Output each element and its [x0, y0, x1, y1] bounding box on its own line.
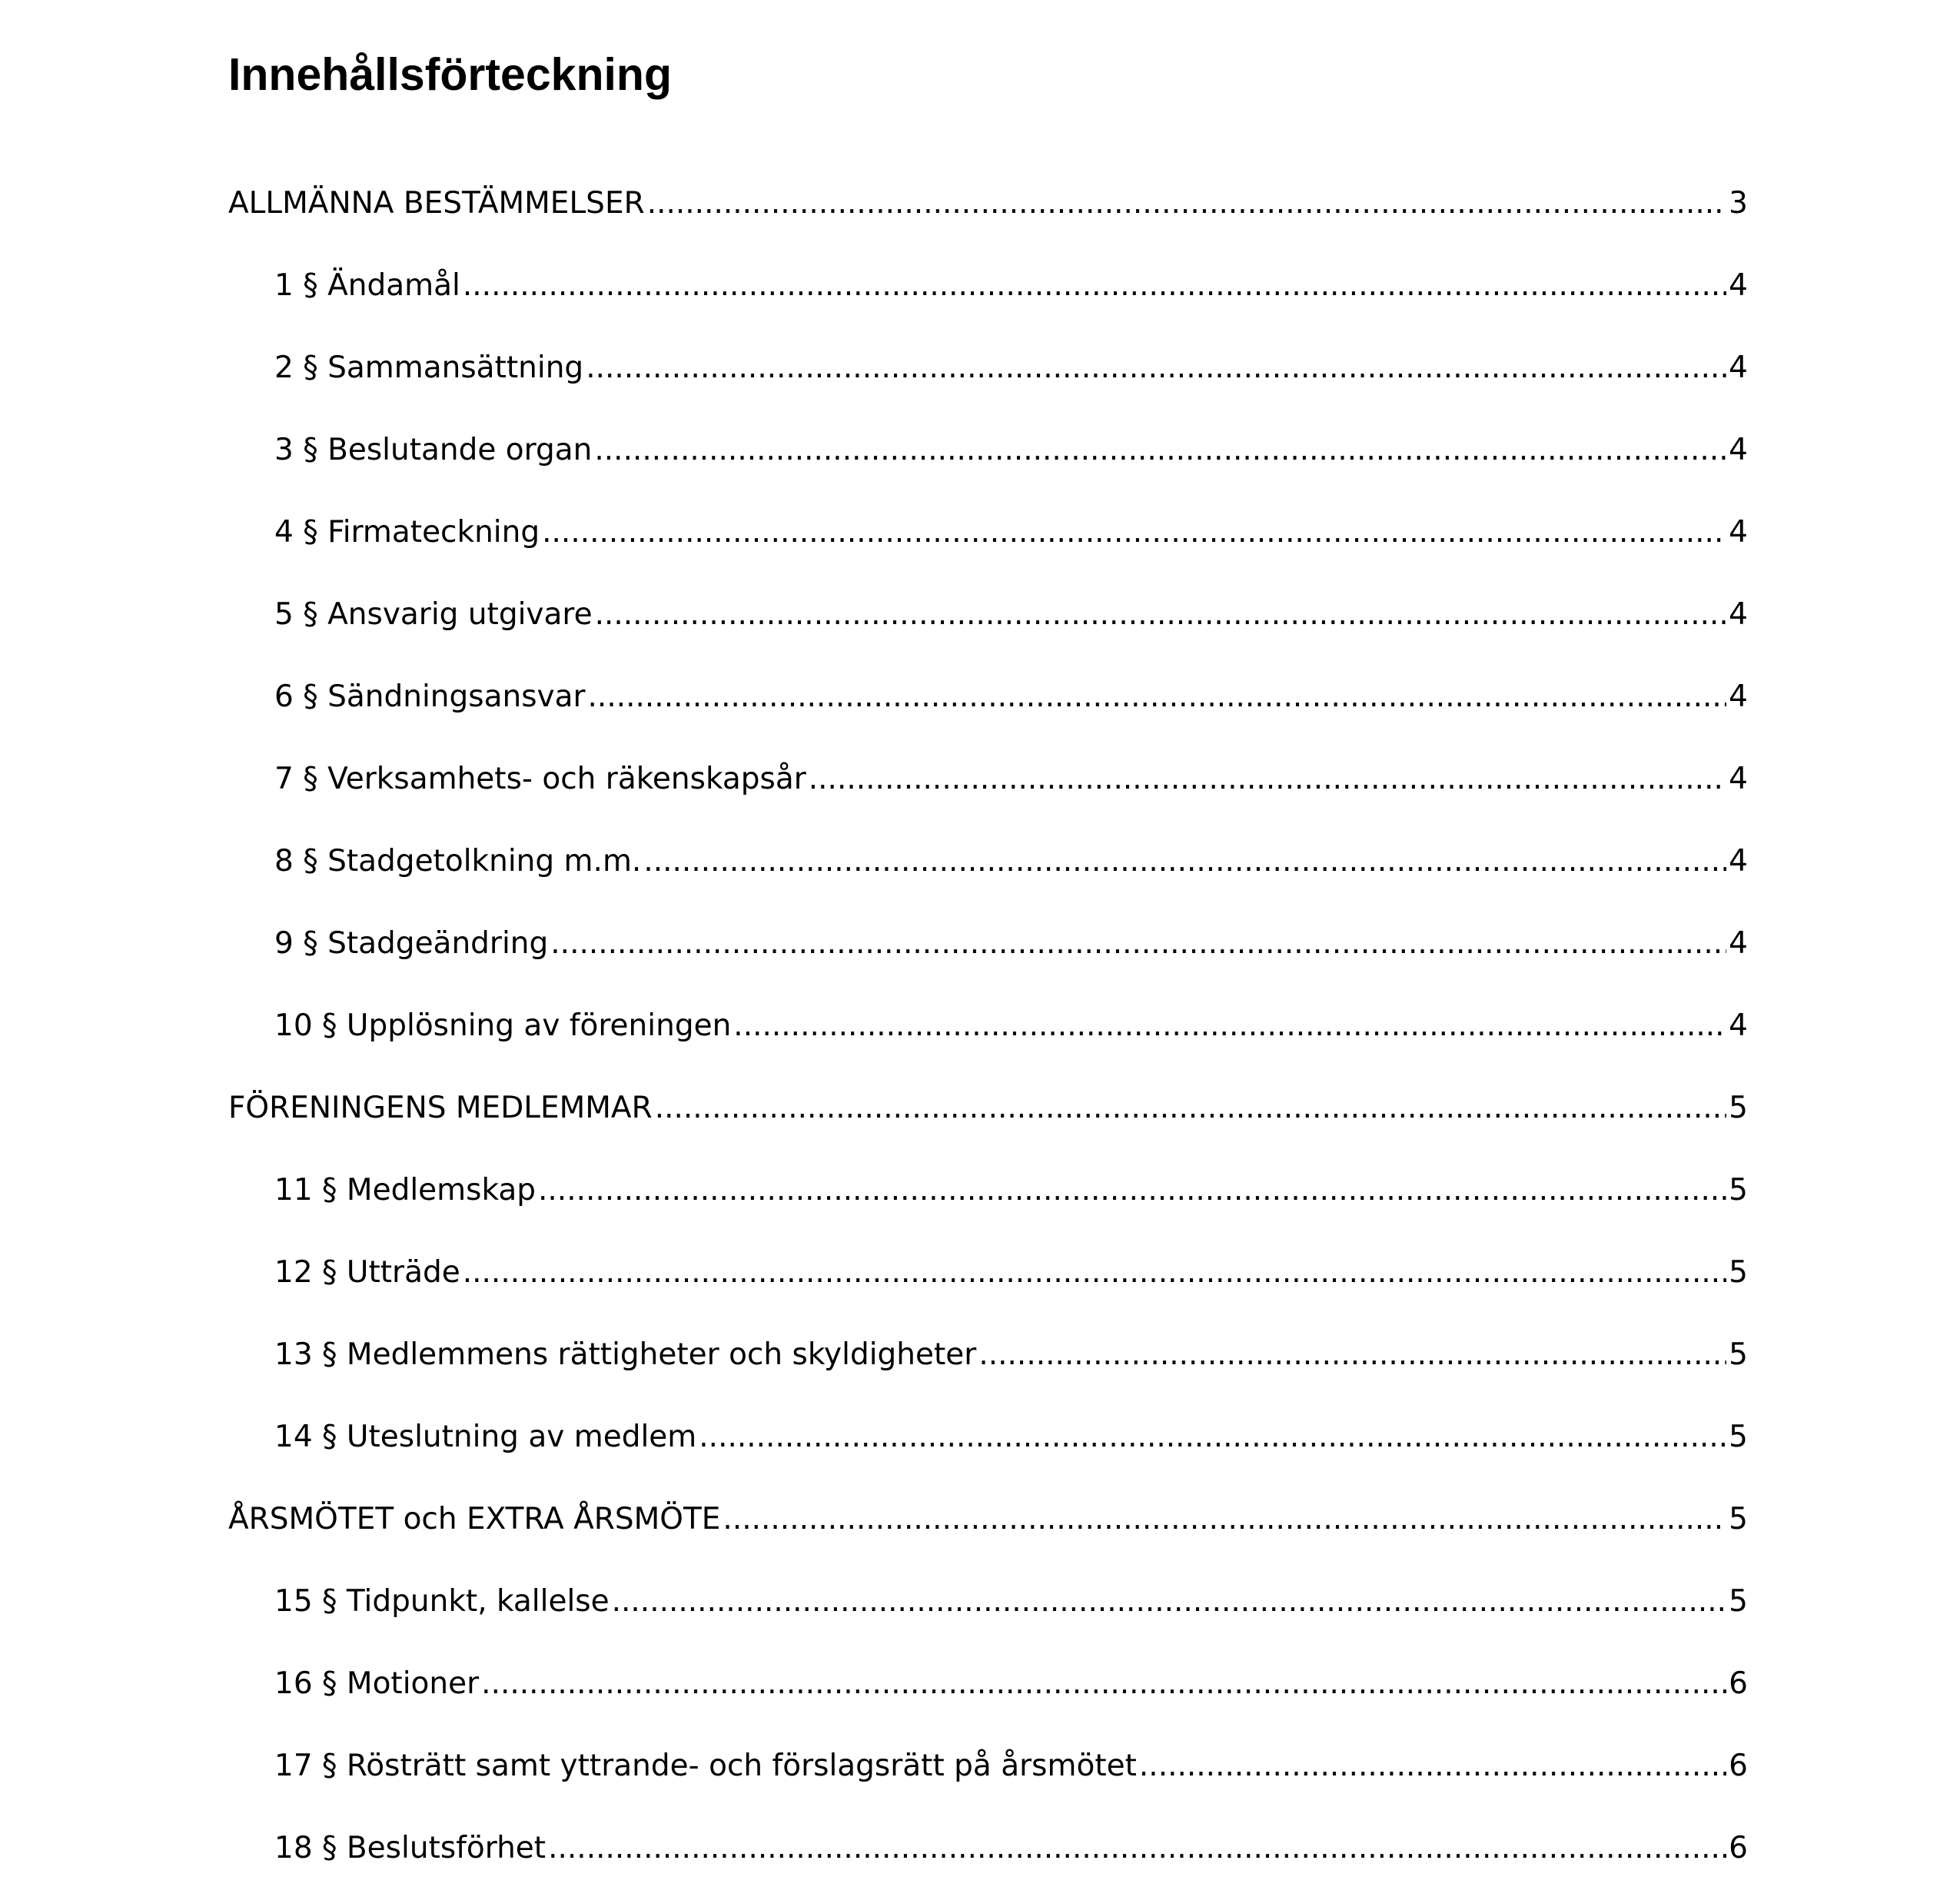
toc-entry-text: 5 § Ansvarig utgivare	[274, 597, 593, 632]
toc-entry-text: 3 § Beslutande organ	[274, 433, 593, 467]
toc-entry-text: 2 § Sammansättning	[274, 350, 584, 385]
toc-entry-text: 16 § Motioner	[274, 1666, 480, 1701]
toc-dot-leader	[463, 255, 1726, 317]
toc-dot-leader	[594, 420, 1726, 481]
toc-dot-leader	[699, 1407, 1726, 1468]
toc-subsection-entry[interactable]	[228, 1736, 1748, 1818]
toc-page-number: 4	[1729, 268, 1748, 303]
toc-section-entry[interactable]	[228, 173, 1748, 255]
toc-page-number: 6	[1729, 1831, 1748, 1865]
toc-dot-leader	[481, 1653, 1726, 1715]
toc-page-number: 4	[1729, 762, 1748, 796]
toc-page-number: 5	[1729, 1255, 1748, 1290]
toc-dot-leader	[550, 913, 1726, 975]
toc-entry-text: 13 § Medlemmens rättigheter och skyldigheter	[274, 1337, 977, 1372]
toc-subsection-entry[interactable]	[228, 1324, 1748, 1407]
toc-dot-leader	[809, 749, 1726, 810]
toc-subsection-entry[interactable]	[228, 337, 1748, 420]
toc-entry-text: 12 § Utträde	[274, 1255, 460, 1290]
toc-page-number: 4	[1729, 597, 1748, 632]
toc-subsection-entry[interactable]	[228, 502, 1748, 584]
toc-subsection-entry[interactable]	[228, 1818, 1748, 1900]
toc-entry-text: 15 § Tidpunkt, kallelse	[274, 1584, 610, 1619]
toc-dot-leader	[586, 337, 1726, 399]
toc-page-number: 5	[1729, 1337, 1748, 1372]
toc-dot-leader	[733, 995, 1726, 1057]
toc-entry-text: FÖRENINGENS MEDLEMMAR	[228, 1091, 653, 1125]
toc-dot-leader	[978, 1324, 1726, 1386]
toc-dot-leader	[1139, 1736, 1726, 1797]
toc-entry-text: 4 § Firmateckning	[274, 515, 540, 550]
toc-dot-leader	[612, 1571, 1727, 1633]
toc-subsection-entry[interactable]	[228, 1407, 1748, 1489]
toc-entry-text: 17 § Rösträtt samt yttrande- och förslagsrätt på årsmötet	[274, 1749, 1137, 1783]
toc-section-entry[interactable]	[228, 1489, 1748, 1571]
toc-page-number: 4	[1729, 1008, 1748, 1043]
toc-list	[228, 173, 1748, 1900]
toc-page-number: 4	[1729, 844, 1748, 879]
toc-dot-leader	[595, 584, 1727, 646]
toc-dot-leader	[723, 1489, 1726, 1550]
toc-subsection-entry[interactable]	[228, 1160, 1748, 1242]
toc-entry-text: 1 § Ändamål	[274, 268, 460, 303]
toc-dot-leader	[643, 831, 1726, 892]
toc-heading: Innehållsförteckning	[228, 49, 672, 100]
toc-entry-text: 14 § Uteslutning av medlem	[274, 1420, 697, 1454]
toc-page-number: 4	[1729, 515, 1748, 550]
toc-entry-text: 9 § Stadgeändring	[274, 926, 549, 961]
toc-subsection-entry[interactable]	[228, 420, 1748, 502]
toc-dot-leader	[548, 1818, 1726, 1879]
toc-page-number: 6	[1729, 1666, 1748, 1701]
toc-page-number: 5	[1729, 1091, 1748, 1125]
toc-section-entry[interactable]	[228, 1078, 1748, 1160]
toc-dot-leader	[588, 666, 1727, 728]
toc-page-number: 5	[1729, 1173, 1748, 1207]
toc-entry-text: 6 § Sändningsansvar	[274, 679, 586, 714]
toc-entry-text: 11 § Medlemskap	[274, 1173, 537, 1207]
toc-entry-text: 7 § Verksamhets- och räkenskapsår	[274, 762, 806, 796]
toc-dot-leader	[647, 173, 1726, 234]
toc-subsection-entry[interactable]	[228, 995, 1748, 1078]
toc-dot-leader	[655, 1078, 1726, 1139]
toc-subsection-entry[interactable]	[228, 1653, 1748, 1736]
toc-subsection-entry[interactable]	[228, 584, 1748, 666]
toc-page-number: 4	[1729, 679, 1748, 714]
toc-page-number: 5	[1729, 1584, 1748, 1619]
toc-page-number: 4	[1729, 350, 1748, 385]
toc-page-number: 3	[1729, 186, 1748, 221]
toc-page-number: 5	[1729, 1502, 1748, 1536]
toc-subsection-entry[interactable]	[228, 666, 1748, 749]
toc-page-number: 4	[1729, 433, 1748, 467]
toc-dot-leader	[538, 1160, 1726, 1221]
toc-subsection-entry[interactable]	[228, 1571, 1748, 1653]
toc-subsection-entry[interactable]	[228, 1242, 1748, 1324]
toc-subsection-entry[interactable]	[228, 831, 1748, 913]
toc-entry-text: ÅRSMÖTET och EXTRA ÅRSMÖTE	[228, 1502, 721, 1536]
toc-dot-leader	[542, 502, 1726, 563]
toc-page-number: 4	[1729, 926, 1748, 961]
toc-entry-text: 8 § Stadgetolkning m.m.	[274, 844, 642, 879]
toc-entry-text: 10 § Upplösning av föreningen	[274, 1008, 732, 1043]
toc-entry-text: ALLMÄNNA BESTÄMMELSER	[228, 186, 645, 221]
toc-page-number: 5	[1729, 1420, 1748, 1454]
toc-entry-text: 18 § Beslutsförhet	[274, 1831, 546, 1865]
toc-subsection-entry[interactable]	[228, 749, 1748, 831]
toc-dot-leader	[463, 1242, 1726, 1304]
toc-page-number: 6	[1729, 1749, 1748, 1783]
toc-subsection-entry[interactable]	[228, 913, 1748, 995]
toc-subsection-entry[interactable]	[228, 255, 1748, 337]
